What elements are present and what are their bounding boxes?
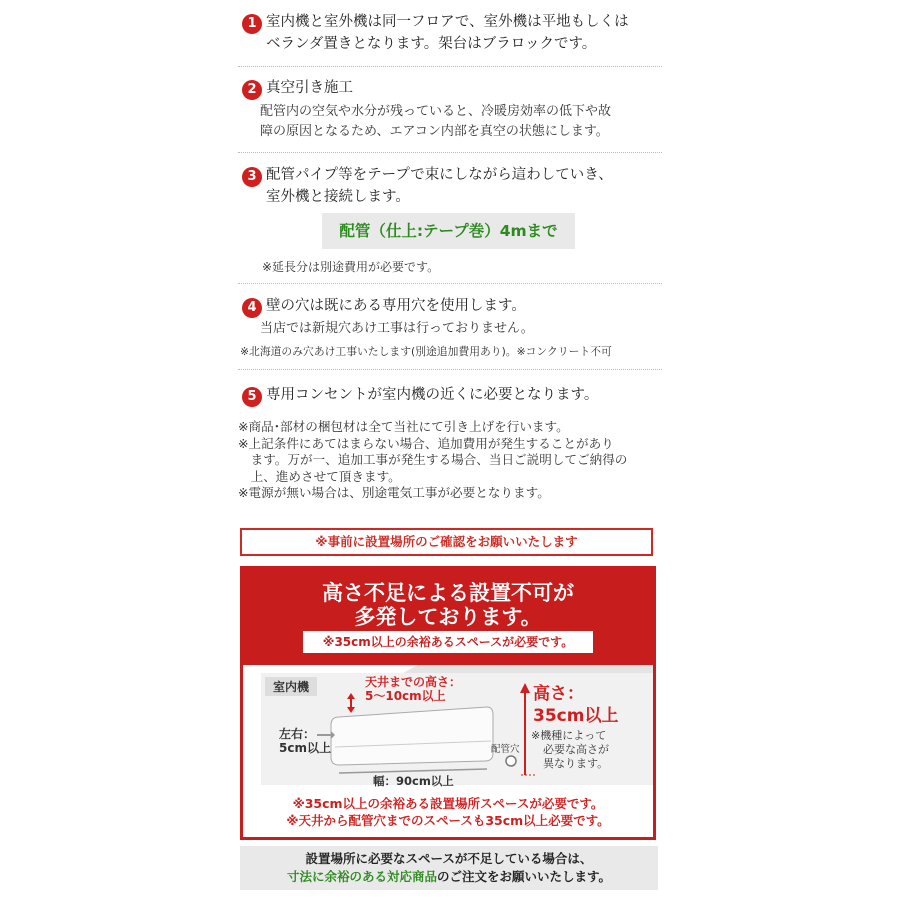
divider bbox=[238, 66, 662, 67]
pipe-hole-label: 配管穴 bbox=[491, 744, 520, 755]
number-badge-2: 2 bbox=[242, 80, 262, 100]
divider bbox=[238, 369, 662, 370]
warning-title-line2: 多発しております。 bbox=[354, 605, 542, 629]
footer-notice bbox=[240, 846, 658, 890]
hokkaido-note: ※北海道のみ穴あけ工事いたします(別途追加費用あり)。※コンクリート不可 bbox=[240, 345, 612, 358]
number-badge-1: 1 bbox=[242, 14, 262, 34]
ceiling-label-1: 天井までの高さ： bbox=[365, 675, 462, 689]
installation-conditions bbox=[238, 0, 662, 900]
note-line: ます。万が一、追加工事が発生する場合、当日ご説明してご納得の bbox=[238, 452, 628, 467]
condition-3-line2: 室外機と接続します。 bbox=[266, 189, 410, 205]
condition-2-line2: 障の原因となるため、エアコン内部を真空の状態にします。 bbox=[260, 124, 609, 139]
ceiling-label-2: 5〜10cm以上 bbox=[365, 689, 446, 703]
height-note-3: 異なります。 bbox=[543, 757, 609, 770]
side-label-1: 左右： bbox=[279, 727, 316, 741]
warning-bottom-line2: ※天井から配管穴までのスペースも35cm以上必要です。 bbox=[286, 813, 610, 828]
condition-4-line1: 壁の穴は既にある専用穴を使用します。 bbox=[266, 298, 526, 314]
condition-2-title: 真空引き施工 bbox=[266, 80, 353, 96]
warning-title-line1: 高さ不足による設置不可が bbox=[322, 581, 574, 605]
ac-unit bbox=[331, 707, 493, 765]
pipe-hole-icon bbox=[506, 756, 516, 766]
condition-5-line1: 専用コンセントが室内機の近くに必要となります。 bbox=[266, 387, 599, 403]
condition-2-line1: 配管内の空気や水分が残っていると、冷暖房効率の低下や故 bbox=[260, 104, 612, 119]
note-line: ※商品･部材の梱包材は全て当社にて引き上げを行います。 bbox=[238, 419, 569, 434]
warning-bottom-line1: ※35cm以上の余裕ある設置場所スペースが必要です。 bbox=[292, 796, 604, 811]
warning-header bbox=[243, 569, 653, 665]
room-unit-label: 室内機 bbox=[265, 677, 317, 696]
condition-4-line2: 当店では新規穴あけ工事は行っておりません。 bbox=[260, 321, 534, 336]
height-big-label-2: 35cm以上 bbox=[533, 706, 619, 726]
side-label-2: 5cm以上 bbox=[279, 741, 331, 755]
extension-note: ※延長分は別途費用が必要です。 bbox=[262, 260, 440, 274]
condition-1-line2: ベランダ置きとなります。架台はブラロックです。 bbox=[266, 36, 597, 52]
condition-3-line1: 配管パイプ等をテープで束にしながら這わしていき、 bbox=[266, 167, 613, 183]
note-line: ※上記条件にあてはまらない場合、追加費用が発生することがあり bbox=[238, 435, 614, 451]
general-notes bbox=[238, 419, 668, 502]
height-big-label-1: 高さ： bbox=[533, 684, 584, 704]
installation-diagram bbox=[243, 665, 653, 788]
height-warning-panel bbox=[240, 566, 656, 840]
ceiling-shadow bbox=[261, 665, 653, 673]
confirm-location-banner: ※事前に設置場所のご確認をお願いいたします bbox=[240, 528, 653, 556]
width-label: 幅：90cm以上 bbox=[373, 774, 454, 788]
condition-1-line1: 室内機と室外機は同一フロアで、室外機は平地もしくは bbox=[266, 14, 629, 30]
warning-bottom-notes bbox=[243, 795, 653, 829]
number-badge-3: 3 bbox=[242, 167, 262, 187]
note-line: 上、進めさせて頂きます。 bbox=[238, 468, 401, 484]
number-badge-5: 5 bbox=[242, 387, 262, 407]
footer-green-text: 寸法に余裕のある対応商品 bbox=[286, 869, 437, 884]
height-note-1: ※機種によって bbox=[531, 729, 607, 742]
divider bbox=[238, 152, 662, 153]
warning-space-pill: ※35cm以上の余裕あるスペースが必要です。 bbox=[303, 631, 593, 653]
footer-line2 bbox=[240, 868, 658, 886]
footer-line1: 設置場所に必要なスペースが不足している場合は、 bbox=[305, 851, 593, 866]
footer-rest-text: のご注文をお願いいたします。 bbox=[437, 869, 612, 884]
number-badge-4: 4 bbox=[242, 298, 262, 318]
note-line: ※電源が無い場合は、別途電気工事が必要となります。 bbox=[238, 485, 550, 500]
pipe-length-highlight: 配管（仕上:テープ巻）4mまで bbox=[322, 213, 575, 249]
height-note-2: 必要な高さが bbox=[543, 743, 609, 756]
divider bbox=[238, 283, 662, 284]
